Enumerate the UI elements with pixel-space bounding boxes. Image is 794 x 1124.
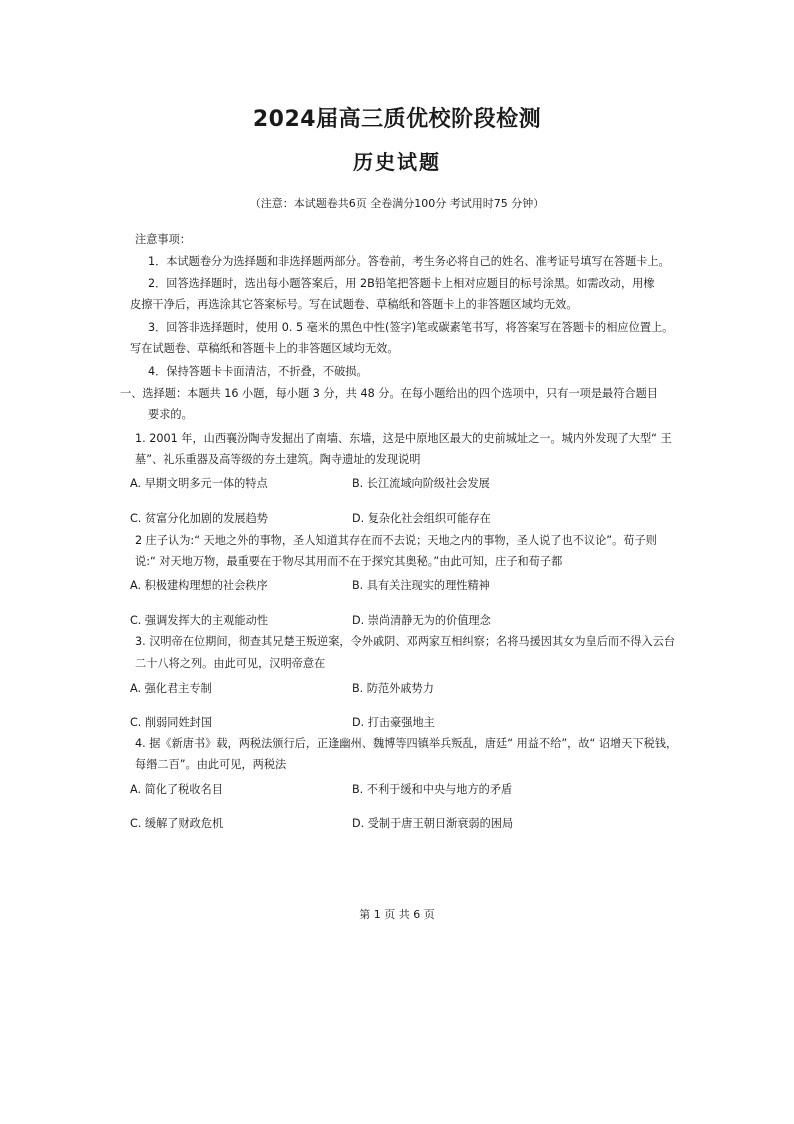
question-1-stem-line-1: 1. 2001 年，山西襄汾陶寺发掘出了南墙、东墙，这是中原地区最大的史前城址之一。城内外发现了大型“ 王	[135, 432, 672, 445]
instruction-item-1: 1．本试题卷分为选择题和非选择题两部分。答卷前，考生务必将自己的姓名、准考证号填写在答题卡上。	[148, 255, 670, 268]
question-4-option-a: A. 简化了税收名目	[130, 783, 223, 796]
instruction-item-3-line-1: 3．回答非选择题时，使用 0. 5 毫米的黑色中性(签字)笔或碳素笔书写，将答案写在答题卡的相应位置上。	[148, 321, 674, 334]
question-1-option-d: D. 复杂化社会组织可能存在	[352, 512, 491, 525]
question-1-option-b: B. 长江流域向阶级社会发展	[352, 477, 490, 490]
question-3-option-c: C. 削弱同姓封国	[130, 716, 213, 729]
page-subtitle: 历史试题	[353, 150, 441, 174]
section-1-heading-line-1: 一、选择题：本题共 16 小题，每小题 3 分，共 48 分。在每小题给出的四个选项中，只有一项是最符合题目	[120, 387, 658, 400]
question-3-stem-line-1: 3. 汉明帝在位期间，彻查其兄楚王叛逆案，令外戚阴、邓两家互相纠察；名将马援因其女为皇后而不得入云台	[135, 635, 676, 648]
question-2-stem-line-1: 2 庄子认为:“ 天地之外的事物，圣人知道其存在而不去说；天地之内的事物，圣人说了也不议论”。荀子则	[135, 534, 657, 547]
question-3-option-d: D. 打击豪强地主	[352, 716, 435, 729]
exam-note: （注意：本试题卷共6页 全卷满分100分 考试用时75 分钟）	[249, 197, 545, 210]
question-4-option-c: C. 缓解了财政危机	[130, 817, 224, 830]
question-2-option-d: D. 崇尚清静无为的价值理念	[352, 614, 491, 627]
question-1-stem-line-2: 墓”、礼乐重器及高等级的夯土建筑。陶寺遗址的发现说明	[135, 453, 421, 466]
question-4-option-d: D. 受制于唐王朝日渐衰弱的困局	[352, 817, 514, 830]
question-2-option-a: A. 积极建构理想的社会秩序	[130, 579, 268, 592]
instruction-item-3-line-2: 写在试题卷、草稿纸和答题卡上的非答题区域均无效。	[130, 342, 399, 355]
question-4-option-b: B. 不利于缓和中央与地方的矛盾	[352, 783, 513, 796]
instructions-heading: 注意事项：	[135, 233, 191, 246]
question-1-option-a: A. 早期文明多元一体的特点	[130, 477, 268, 490]
page-number: 第 1 页 共 6 页	[359, 908, 435, 921]
instruction-item-2-line-2: 皮擦干净后，再选涂其它答案标号。写在试题卷、草稿纸和答题卡上的非答题区域均无效。	[130, 298, 578, 311]
instruction-item-2-line-1: 2．回答选择题时，选出每小题答案后，用 2B铅笔把答题卡上相对应题目的标号涂黑。如需改动，用橡	[148, 277, 655, 290]
question-3-option-a: A. 强化君主专制	[130, 682, 212, 695]
section-1-heading-line-2: 要求的。	[148, 408, 193, 421]
instruction-item-4: 4．保持答题卡卡面清洁，不折叠，不破损。	[148, 365, 368, 378]
question-1-option-c: C. 贫富分化加剧的发展趋势	[130, 512, 268, 525]
question-3-option-b: B. 防范外戚势力	[352, 682, 434, 695]
question-2-stem-line-2: 说:“ 对天地万物，最重要在于物尽其用而不在于探究其奥秘。”由此可知，庄子和荀子都	[135, 555, 563, 568]
question-2-option-b: B. 具有关注现实的理性精神	[352, 579, 490, 592]
page-title: 2024届高三质优校阶段检测	[252, 107, 542, 132]
question-3-stem-line-2: 二十八将之列。由此可见，汉明帝意在	[135, 657, 326, 670]
question-4-stem-line-2: 每缗二百”。由此可见，两税法	[135, 758, 287, 771]
question-2-option-c: C. 强调发挥大的主观能动性	[130, 614, 268, 627]
question-4-stem-line-1: 4. 据《新唐书》载，两税法颁行后，正逢幽州、魏博等四镇举兵叛乱，唐廷“ 用益不给”，故“ 诏增天下税钱，	[135, 737, 678, 750]
